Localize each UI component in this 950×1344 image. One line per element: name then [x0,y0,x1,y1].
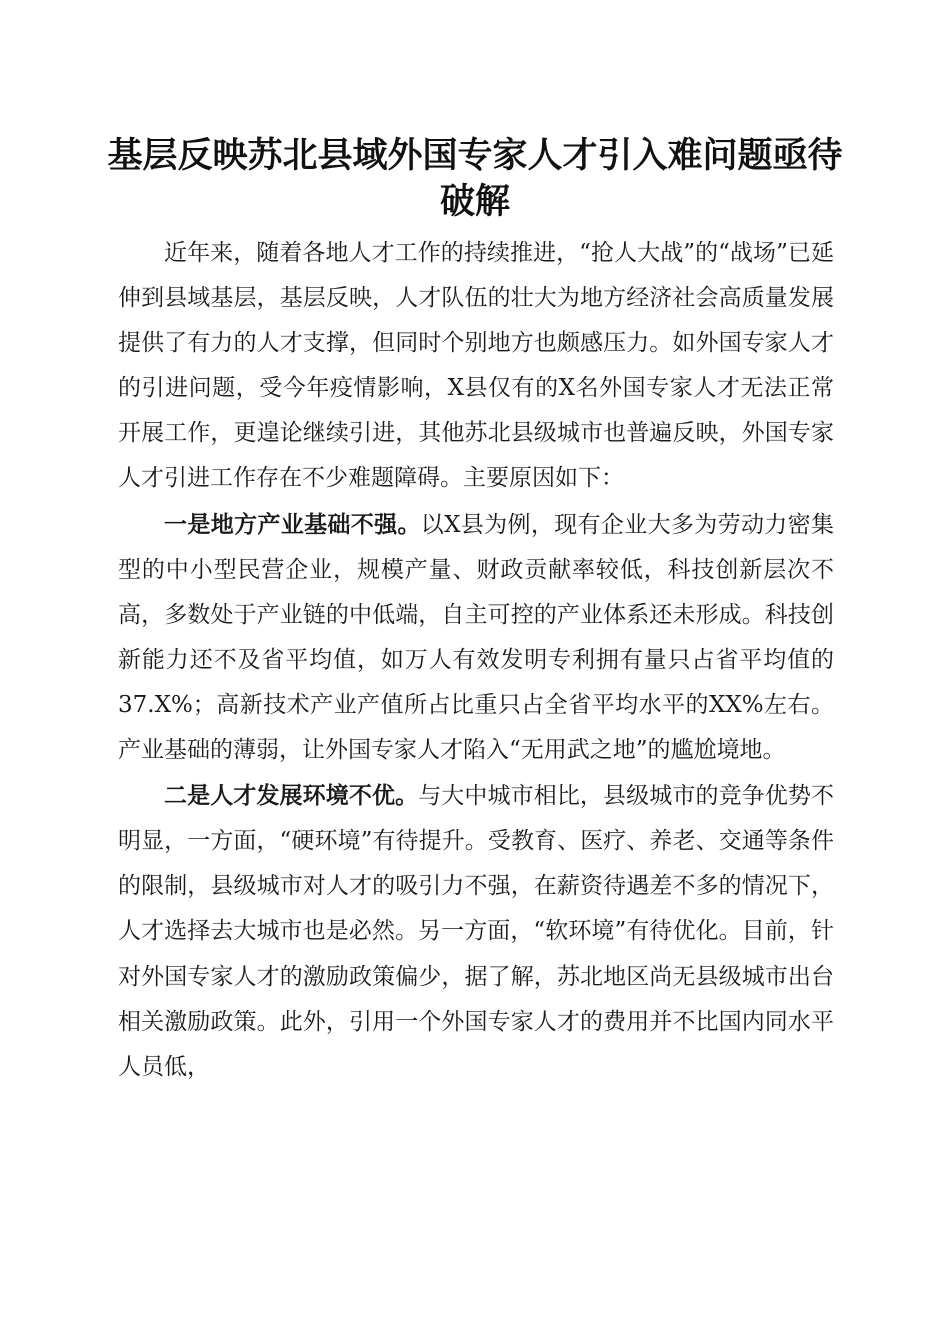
paragraph-heading: 二是人才发展环境不优。 [164,782,419,810]
paragraph-text: 与大中城市相比，县级城市的竞争优势不明显，一方面，“硬环境”有待提升。受教育、医疗、养老、交通等条件的限制，县级城市对人才的吸引力不强，在薪资待遇差不多的情况下，人才选择去大城市也是必然。另一方面，“软环境”有待优化。目前，针对外国专家人才的激励政策偏少，据了解，苏北地区尚无县级城市出台相关激励政策。此外，引用一个外国专家人才的费用并不比国内同水平人员低， [118,783,835,1080]
paragraph-heading: 一是地方产业基础不强。 [164,510,421,538]
paragraph-talent-environment [118,773,834,1090]
document-title: 基层反映苏北县域外国专家人才引入难问题亟待破解 [107,135,843,222]
paragraph-text: 近年来，随着各地人才工作的持续推进，“抢人大战”的“战场”已延伸到县域基层，基层反映，人才队伍的壮大为地方经济社会高质量发展提供了有力的人才支撑，但同时个别地方也颇感压力。如外国专家人才的引进问题，受今年疫情影响，X县仅有的X名外国专家人才无法正常开展工作，更遑论继续引进，其他苏北县级城市也普遍反映，外国专家人才引进工作存在不少难题障碍。主要原因如下： [118,240,834,492]
document-body [118,231,834,1090]
paragraph-text: 以X县为例，现有企业大多为劳动力密集型的中小型民营企业，规模产量、财政贡献率较低，科技创新层次不高，多数处于产业链的中低端，自主可控的产业体系还未形成。科技创新能力还不及省平均值，如万人有效发明专利拥有量只占省平均值的37.X%；高新技术产业产值所占比重只占全省平均水平的XX%左右。产业基础的薄弱，让外国专家人才陷入“无用武之地”的尴尬境地。 [118,511,834,764]
paragraph-industry-base [118,502,834,774]
paragraph-intro [118,231,834,502]
